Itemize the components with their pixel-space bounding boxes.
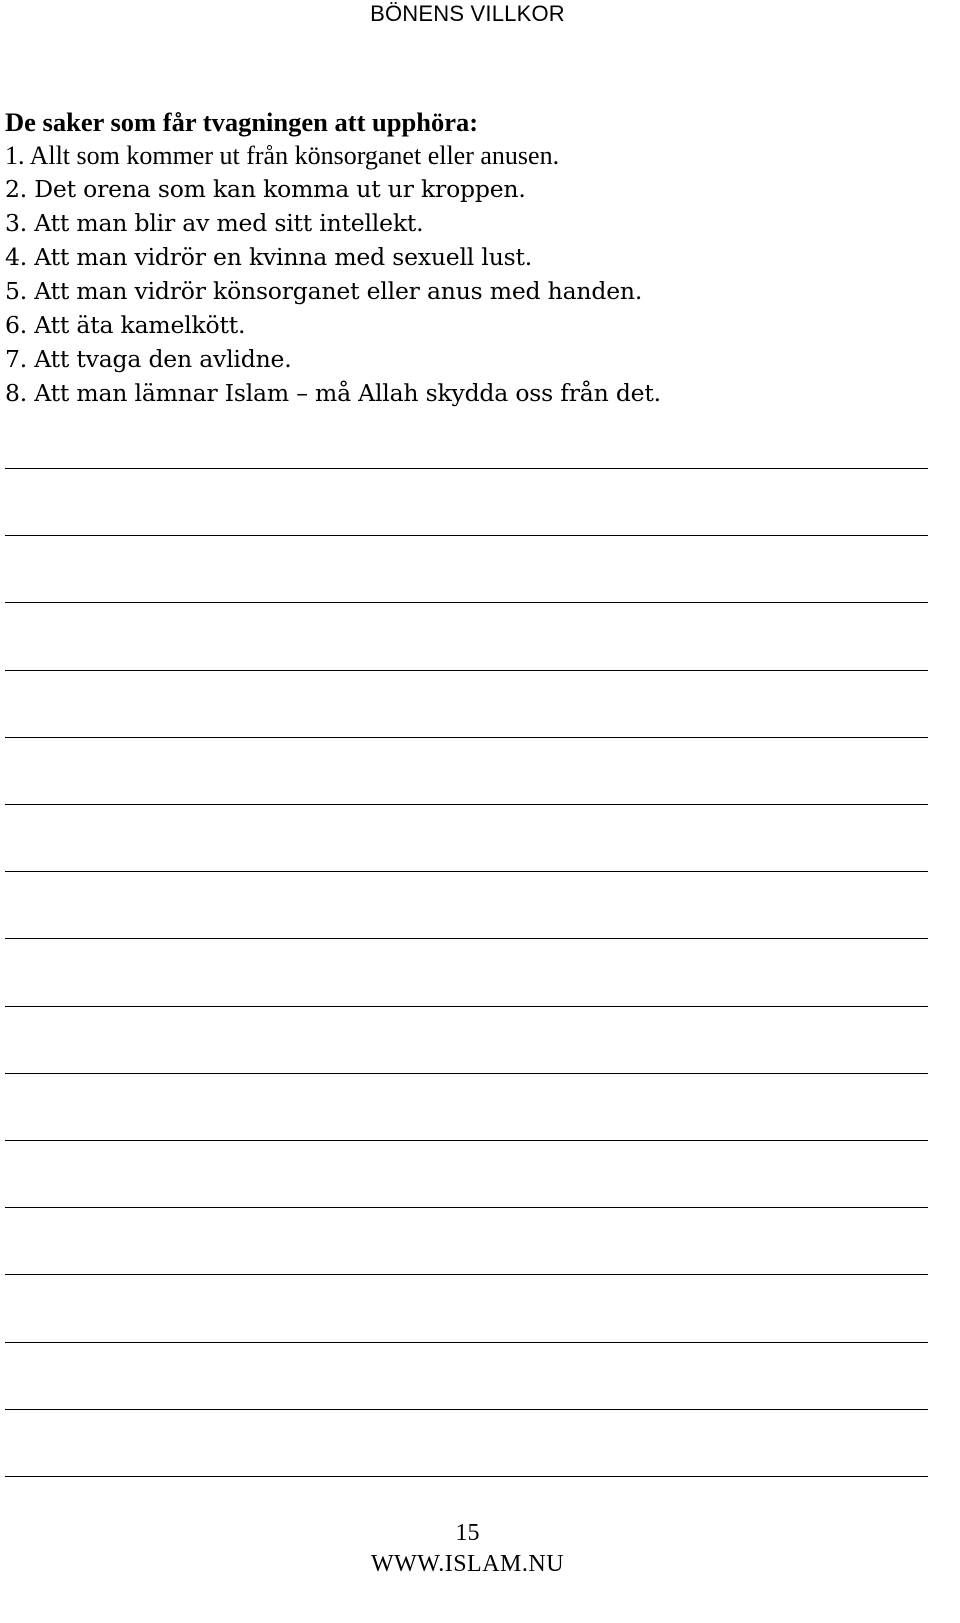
list-item: 5. Att man vidrör könsorganet eller anus med handen.	[5, 277, 643, 305]
list-item: 1. Allt som kommer ut från könsorganet eller anusen.	[5, 141, 560, 170]
running-header: BÖNENS VILLKOR	[370, 1, 565, 26]
ruled-line	[5, 1476, 928, 1477]
ruled-line	[5, 1409, 928, 1410]
list-item: 7. Att tvaga den avlidne.	[5, 345, 292, 373]
site-url: WWW.ISLAM.NU	[370, 1551, 565, 1577]
list-item: 6. Att äta kamelkött.	[5, 311, 246, 339]
ruled-line	[5, 737, 928, 738]
list-item: 3. Att man blir av med sitt intellekt.	[5, 209, 424, 237]
list-item: 2. Det orena som kan komma ut ur kroppen.	[5, 175, 526, 203]
page-number: 15	[455, 1520, 480, 1546]
ruled-line	[5, 1342, 928, 1343]
list-item: 4. Att man vidrör en kvinna med sexuell lust.	[5, 243, 533, 271]
ruled-line	[5, 804, 928, 805]
ruled-line	[5, 602, 928, 603]
ruled-line	[5, 1274, 928, 1275]
ruled-line	[5, 670, 928, 671]
ruled-line	[5, 1140, 928, 1141]
section-heading: De saker som får tvagningen att upphöra:	[5, 107, 479, 137]
ruled-line	[5, 468, 928, 469]
ruled-line	[5, 1073, 928, 1074]
ruled-line	[5, 1207, 928, 1208]
invalidators-list	[5, 139, 935, 410]
ruled-line	[5, 871, 928, 872]
list-item: 8. Att man lämnar Islam – må Allah skydda oss från det.	[5, 379, 661, 407]
ruled-line	[5, 938, 928, 939]
ruled-line	[5, 535, 928, 536]
ruled-line	[5, 1006, 928, 1007]
content-section	[5, 106, 935, 410]
